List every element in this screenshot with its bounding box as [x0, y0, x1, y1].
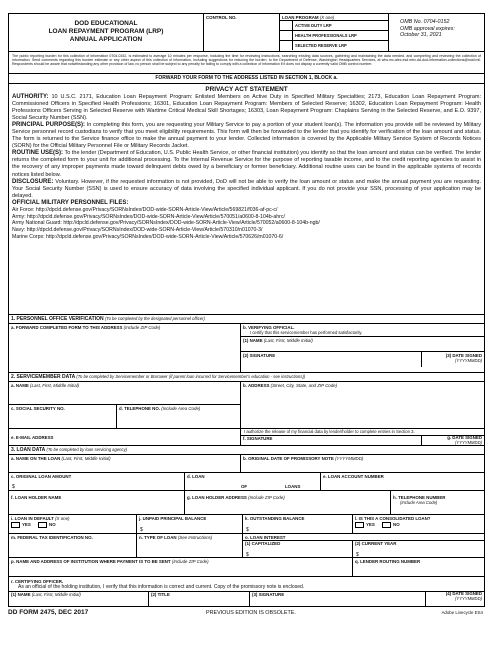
promissory-note-date-label — [241, 455, 484, 461]
s3a-label: a. NAME ON THE LOAN — [11, 455, 61, 461]
s3h-label: h. TELEPHONE NUMBER — [393, 495, 446, 500]
b1-label: (1) NAME — [243, 337, 263, 343]
section-2-title: 2. SERVICEMEMBER DATA — [11, 374, 75, 380]
s3o2-label: (2) CURRENT YEAR — [355, 541, 397, 547]
current-year-interest-field[interactable] — [353, 541, 484, 557]
section-1-hint: (To be completed by the designated personnel officer) — [105, 316, 205, 321]
b1-hint: (Last, First, Middle Initial) — [263, 337, 313, 343]
program-label-active-duty: ACTIVE DUTY LRP — [295, 23, 332, 29]
authority-label: AUTHORITY: — [12, 94, 49, 100]
privacy-routine-uses — [12, 150, 481, 178]
forward-address-label-text: a. FORWARD COMPLETED FORM TO THIS ADDRESS — [11, 324, 123, 330]
ssn-field[interactable] — [9, 405, 117, 428]
consolidated-loan-field — [353, 515, 484, 533]
default-yes-checkbox[interactable] — [11, 522, 20, 528]
s3a-hint: (Last, First, Middle Initial) — [61, 455, 111, 461]
s3n-hint: (See Instructions) — [177, 534, 213, 540]
s3i-hint: (X one) — [55, 515, 70, 521]
program-checkbox-health-professionals[interactable] — [280, 31, 293, 40]
a-label: a. NAME — [11, 382, 29, 388]
s3h-hint: (Include Area Code) — [400, 500, 438, 506]
s3p-label: p. NAME AND ADDRESS OF INSTITUTION WHERE PAYMENT IS TO BE SENT — [11, 558, 171, 564]
section-1-title: 1. PERSONNEL OFFICE VERIFICATION — [11, 316, 104, 322]
telephone-label — [117, 405, 240, 411]
omb-expires-label: OMB approval expires: — [400, 25, 455, 32]
b-hint: (Street, City, State, and ZIP Code) — [270, 382, 338, 388]
section-1-heading — [9, 315, 484, 324]
original-loan-amount-field[interactable] — [9, 473, 185, 490]
certifying-officer-block — [9, 577, 484, 606]
omb-block — [389, 14, 484, 51]
privacy-purpose — [12, 122, 481, 150]
s3f-label: f. LOAN HOLDER NAME — [11, 495, 62, 500]
section-1-personnel-office — [8, 315, 485, 373]
default-yes-label: YES — [22, 522, 31, 528]
loan-interest-block — [243, 534, 484, 557]
loan-holder-address-field[interactable] — [185, 491, 391, 514]
s3l-label: l. IS THIS A CONSOLIDATED LOAN? — [355, 515, 431, 521]
s3k-label: k. OUTSTANDING BALANCE — [245, 515, 305, 521]
loan-program-label: LOAN PROGRAM — [282, 14, 319, 20]
section-3-hint: (To be completed by loan servicing agency) — [46, 447, 128, 452]
loan-program-hint: (X one) — [319, 14, 335, 20]
form-title — [9, 14, 204, 51]
s3g-hint: (Include ZIP Code) — [248, 495, 285, 500]
forward-address-hint: (Include ZIP Code) — [123, 324, 161, 330]
dollar-sign-o2: $ — [356, 551, 359, 557]
servicemember-address-label — [241, 382, 484, 388]
type-of-loan-label — [137, 534, 242, 540]
loan-program-block — [280, 14, 389, 51]
ssn-label: c. SOCIAL SECURITY NO. — [11, 405, 65, 411]
section-2-heading — [9, 373, 484, 382]
s3p-hint: (Include ZIP Code) — [171, 558, 209, 564]
unpaid-principal-field[interactable] — [137, 515, 243, 533]
default-options — [9, 521, 136, 528]
a-hint: (Last, First, Middle Initial) — [30, 382, 80, 388]
telephone-field[interactable] — [117, 405, 240, 428]
capitalized-interest-field[interactable] — [243, 541, 353, 557]
default-no-checkbox[interactable] — [38, 522, 47, 528]
section-2-servicemember — [8, 373, 485, 446]
form-header — [8, 13, 485, 52]
forward-notice: FORWARD YOUR FORM TO THE ADDRESS LISTED IN SECTION 1, BLOCK a. — [155, 75, 338, 81]
certifying-officer-name-label — [9, 592, 148, 598]
section-3-heading — [9, 446, 484, 455]
payment-institution-field[interactable] — [9, 558, 353, 576]
servicemember-name-label — [9, 382, 240, 388]
loan-holder-address-label — [185, 491, 390, 500]
s3d-loans: LOANS — [285, 484, 301, 489]
outstanding-balance-field[interactable] — [243, 515, 353, 533]
type-of-loan-field[interactable] — [137, 534, 243, 557]
s3d-label: d. LOAN — [187, 473, 205, 479]
burden-statement-box — [8, 52, 485, 74]
s3i-label: i. LOAN IN DEFAULT — [11, 515, 54, 521]
program-checkbox-active-duty[interactable] — [280, 21, 293, 30]
servicemember-date-field[interactable] — [422, 436, 484, 446]
b-label: b. ADDRESS — [243, 382, 270, 388]
r1-hint: (Last, First, Middle Initial) — [31, 592, 81, 598]
verifying-official-name-label — [241, 337, 484, 343]
s3o-label: o. LOAN INTEREST — [243, 534, 484, 541]
purpose-label: PRINCIPAL PURPOSE(S): — [12, 122, 86, 129]
form-page — [8, 13, 485, 617]
s3b-label: b. ORIGINAL DATE OF PROMISSORY NOTE — [243, 455, 334, 461]
consolidated-yes-checkbox[interactable] — [355, 522, 364, 528]
section-3-title: 3. LOAN DATA — [11, 447, 46, 453]
software-tag: Adobe Livecycle ES4 — [441, 609, 483, 615]
servicemember-name-field[interactable] — [9, 382, 240, 405]
sorn-link-air-force[interactable]: Air Force: http://dpcld.defense.gov/Privacy/SORNsIndex/DOD-wide-SORN-Article-View/Article/569821/f036-af-pc-c/ — [12, 206, 278, 213]
certifying-officer-title-field[interactable] — [149, 592, 250, 606]
verifying-official-signature-field[interactable] — [241, 352, 422, 367]
routine-text: To the lender (Department of Education, U.S. Public Health Service, or other financial institution) you identify so that the loan amount and status can be verified. The lender returns the completed form to your unit for additional processing. To the Internal Revenue Service for the purpose of reporting taxable income, and to the credit reporting agencies to assist in the recovery of any improper payments made toward delinquent debts owed by a beneficiary or former beneficiary. Additional routine uses can be found in the applicable systems of records notices listed below. — [12, 150, 481, 178]
control-no-field[interactable] — [204, 14, 280, 51]
omb-number: OMB No. 0704-0152 — [400, 19, 450, 25]
lender-routing-number-field[interactable] — [353, 558, 484, 576]
promissory-note-date-field[interactable] — [241, 455, 484, 472]
s3b-hint: (YYYYMMDD) — [335, 455, 364, 461]
payment-institution-label — [9, 558, 352, 564]
s3e-label: e. LOAN ACCOUNT NUMBER — [323, 473, 384, 479]
section-3-loan-data — [8, 446, 485, 607]
dollar-sign-o1: $ — [246, 551, 249, 557]
s3j-label: j. UNPAID PRINCIPAL BALANCE — [139, 515, 207, 521]
verifying-official-label: b. VERIFYING OFFICIAL. — [243, 324, 295, 330]
s3g-label: g. LOAN HOLDER ADDRESS — [187, 495, 247, 500]
s3r-label: r. CERTIFYING OFFICER. — [11, 579, 64, 584]
federal-tax-id-field[interactable] — [9, 534, 137, 557]
servicemember-left-col — [9, 382, 241, 428]
s3d-of: OF — [241, 484, 248, 489]
files-heading: OFFICIAL MILITARY PERSONNEL FILES: — [12, 199, 129, 206]
disclosure-label: DISCLOSURE: — [12, 178, 54, 185]
program-option-health-professionals[interactable] — [280, 31, 388, 41]
servicemember-signature-block — [241, 429, 484, 445]
r1-label: (1) NAME — [11, 592, 31, 598]
name-on-loan-label — [9, 455, 240, 461]
b3-label: (3) DATE SIGNED — [445, 352, 482, 358]
program-label-health-professionals: HEALTH PROFESSIONALS LRP — [295, 33, 357, 39]
consolidated-options — [353, 521, 484, 528]
verifying-official-date-field[interactable] — [422, 352, 484, 367]
loan-count-field[interactable] — [185, 473, 321, 490]
s3c-label: c. ORIGINAL LOAN AMOUNT — [11, 473, 72, 479]
loan-in-default-field — [9, 515, 137, 533]
certifying-officer-name-field[interactable] — [9, 592, 149, 606]
obsolete-notice: PREVIOUS EDITION IS OBSOLETE. — [206, 609, 296, 616]
program-option-selected-reserve[interactable] — [280, 41, 388, 50]
s3n-label: n. TYPE OF LOAN — [139, 534, 177, 540]
sorn-link-list — [12, 207, 481, 241]
r2-label: (2) TITLE — [151, 592, 170, 598]
routine-label: ROUTINE USE(S): — [12, 150, 64, 157]
s3q-label: q. LENDER ROUTING NUMBER — [355, 558, 421, 564]
title-line-2: LOAN REPAYMENT PROGRAM (LRP) — [48, 28, 164, 35]
consolidated-yes-label: YES — [366, 522, 375, 528]
form-footer — [8, 607, 485, 617]
sorn-link-army[interactable]: Army: http://dpcld.defense.gov/Privacy/SORNsIndex/DOD-wide-SORN-Article-View/Article/570051/a0600-8-104b-ahrc/ — [12, 213, 285, 220]
d-label: d. TELEPHONE NO. — [119, 405, 160, 411]
sorn-link-marine-corps[interactable]: Marine Corps: http://dpcld.defense.gov/Privacy/SORNsIndex/DOD-wide-SORN-Article-View/Article/570626/m01070-6/ — [12, 233, 284, 240]
s3o1-label: (1) CAPITALIZED — [245, 541, 281, 547]
name-on-loan-field[interactable] — [9, 455, 241, 472]
purpose-text: In completing this form, you are requesting your Military Service to pay a portion of your student loan(s). The information you provide will be reviewed by Military Service personnel record custodians to verify that you meet eligibility requirements. This form will then be forwarded to the lender that you identify for verification of the loan amount and status. The form is returned to the Service finance office to make the annual payment to your lender. Collected information is covered by the Applicable Military Service System of Records Notices (SORN) for the Official Military Personnel File or Military Records Jacket. — [12, 122, 482, 150]
loan-program-heading — [280, 14, 388, 21]
loan-account-number-field[interactable] — [321, 473, 484, 490]
b3-hint: (YYYYMMDD) — [455, 357, 482, 363]
servicemember-address-field[interactable] — [241, 382, 484, 428]
consolidated-no-checkbox[interactable] — [382, 522, 391, 528]
email-label: e. E-MAIL ADDRESS — [11, 435, 54, 440]
control-no-label: CONTROL NO. — [206, 14, 237, 20]
certifying-statement: As an official of the holding institution, I verify that this information is correct and current. Copy of the promissory note is enclosed. — [18, 584, 305, 591]
privacy-disclosure — [12, 179, 481, 200]
release-authorization-text: I authorize the release of my financial data by lender/holder to complete entries in Section 3. — [241, 429, 484, 436]
r4-hint: (YYYYMMDD) — [455, 596, 482, 602]
verifying-official-block — [241, 324, 484, 372]
b2-label: (2) SIGNATURE — [243, 352, 276, 358]
sorn-link-army-national-guard[interactable]: Army National Guard: http://dpcld.defense.gov/Privacy/SORNsIndex/DOD-wide-SORN-Article-View/Article/570052/a0600-8-104b-ngb/ — [12, 220, 320, 227]
authority-text: 10 U.S.C. 2171, Education Loan Repayment Program: Enlisted Members on Active Duty in Specified Military Specialties; 2173, Education Loan Repayment Program: Commissioned Officers in Specified Health Professions; 16301, Education Loan Repayment Program: Members of Selected Reserve; 16302, Education Loan Repayment Program: Health Professions Officers Serving in Selected Reserve with Wartime Critical Medical Skill Shortages; 16303, Loan Repayment Program: Chaplains Serving in the Selected Reserve, and E.O. 9397, Social Security Number (SSN). — [12, 94, 481, 122]
burden-statement: The public reporting burden for this collection of information 0704-0152, is estimated to average 10 minutes per response, including the time for reviewing instructions, searching existing data sources, gathering and maintaining the data needed, and completing and reviewing the collection of information. Send comments regarding this burden estimate or any other aspect of this collection of information, including suggestions for reducing the burden, to the Department of Defense, Washington Headquarters Services, at whs.mc-alex.esd.mbx.dd-dod-information-collections@mail.mil. Respondents should be aware that notwithstanding any other provision of law, no person shall be subject to any penalty for failing to comply with a collection of information if it does not display a currently valid OMB control number. — [12, 54, 481, 67]
certifying-officer-signature-field[interactable] — [250, 592, 426, 606]
loan-holder-telephone-field[interactable] — [391, 491, 484, 514]
program-label-selected-reserve: SELECTED RESERVE LRP — [295, 43, 347, 49]
form-id: DD FORM 2475, DEC 2017 — [8, 608, 89, 616]
servicemember-signature-field[interactable] — [241, 436, 422, 446]
email-field[interactable] — [9, 429, 241, 445]
g-hint: (YYYYMMDD) — [455, 439, 482, 445]
default-no-label: NO — [49, 522, 56, 528]
forward-address-label — [9, 324, 240, 330]
verifying-official-name-field[interactable] — [241, 336, 484, 351]
section-2-hint: (To be completed by Servicemember or Borrower (if parent loan incurred for Servicemember's education - see instructions)) — [76, 374, 306, 379]
omb-expires-date: October 31, 2021 — [400, 32, 442, 39]
program-checkbox-selected-reserve[interactable] — [280, 41, 293, 50]
privacy-act-statement — [8, 84, 485, 315]
s3m-label: m. FEDERAL TAX IDENTIFICATION NO. — [11, 534, 93, 540]
title-line-1: DOD EDUCATIONAL — [74, 20, 138, 27]
verifying-official-cert: I certify that this servicemember has performed satisfactorily. — [250, 329, 363, 335]
g-label: g. DATE SIGNED — [447, 435, 482, 440]
r4-label: (4) DATE SIGNED — [445, 591, 482, 597]
dollar-sign-c: $ — [12, 484, 15, 490]
privacy-authority — [12, 94, 481, 122]
title-line-3: ANNUAL APPLICATION — [69, 36, 143, 43]
loan-holder-name-field[interactable] — [9, 491, 185, 514]
sorn-link-navy[interactable]: Navy: http://dpcld.defense.gov/Privacy/SORNsIndex/DOD-wide-SORN-Article-View/Article/570310/n01070-3/ — [12, 227, 263, 234]
dollar-sign-j: $ — [140, 527, 143, 533]
certifying-officer-date-field[interactable] — [426, 592, 484, 606]
program-option-active-duty[interactable] — [280, 21, 388, 31]
privacy-heading: PRIVACY ACT STATEMENT — [205, 86, 288, 93]
dollar-sign-k: $ — [246, 527, 249, 533]
disclosure-text: Voluntary. However, if the requested information is not provided, DoD will not be able to verify the loan amount or status and make the annual payment you are requesting. Your Social Security Number (SSN) is used to ensure accuracy of data involving the specified individual applicant. If you do not provide your SSN, processing of your application may be delayed. — [12, 178, 482, 199]
forward-notice-box — [8, 74, 485, 84]
f-label: f. SIGNATURE — [243, 436, 273, 441]
d-hint: (Include Area Code) — [161, 405, 201, 411]
r3-label: (3) SIGNATURE — [252, 592, 285, 598]
consolidated-no-label: NO — [393, 522, 400, 528]
forward-address-field[interactable] — [9, 324, 241, 372]
